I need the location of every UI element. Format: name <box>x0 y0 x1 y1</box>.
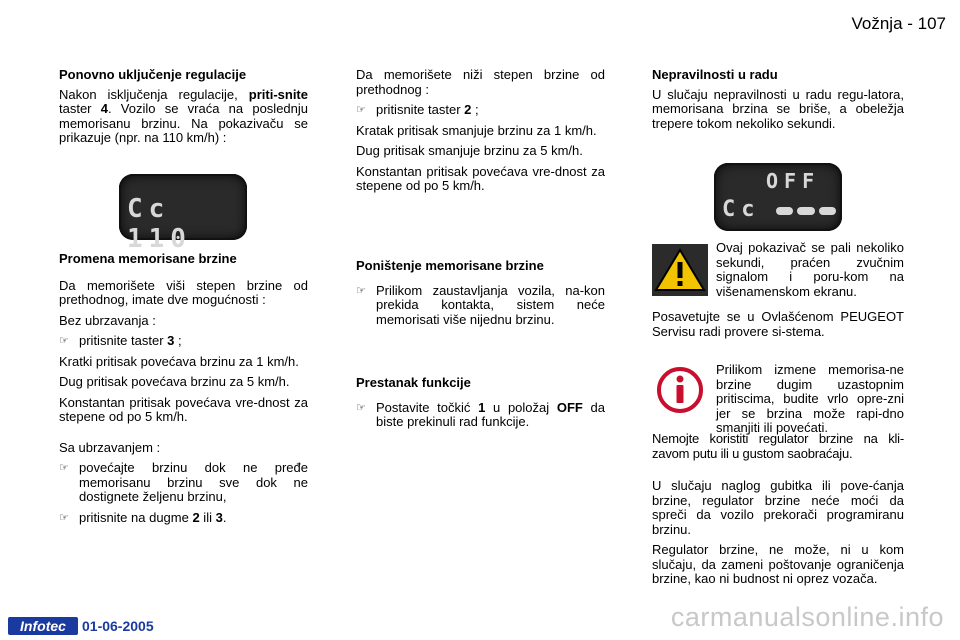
heading-cancel-memory: Poništenje memorisane brzine <box>356 258 544 273</box>
list-item: ☞ Postavite točkić 1 u položaj OFF da biste prekinuli rad funkcije. <box>356 399 605 429</box>
column-2-stop <box>356 376 605 436</box>
paragraph: Regulator brzine, ne može, ni u kom slučaju, da zameni poštovanje ograničenja brzine, kao ni budnost ni oprez vozača. <box>652 542 904 586</box>
list-item: ☞ Prilikom zaustavljanja vozila, na-kon prekida kontakta, sistem neće memorisati više nijednu brzinu. <box>356 282 605 327</box>
watermark: carmanualsonline.info <box>670 602 944 632</box>
column-2-cancel <box>356 259 605 333</box>
page-header: Vožnja - 107 <box>851 14 946 33</box>
paragraph: Dug pritisak smanjuje brzinu za 5 km/h. <box>356 143 583 158</box>
column-3-warning <box>716 241 904 305</box>
lcd-readout: Cc 110 <box>127 194 192 254</box>
list-item: ☞ pritisnite taster 2 ; <box>356 102 479 117</box>
paragraph: Da memorišete viši stepen brzine od prethodnog, imate dve mogućnosti : <box>59 277 308 307</box>
paragraph: Nemojte koristiti regulator brzine na kli-zavom putu ili u gustom saobraćaju. <box>652 431 904 461</box>
pointing-hand-icon: ☞ <box>356 284 366 297</box>
pointing-hand-icon: ☞ <box>59 462 69 474</box>
list-item: ☞ pritisnite na dugme 2 ili 3. <box>59 509 227 525</box>
paragraph: Konstantan pritisak povećava vre-dnost za stepene od po 5 km/h. <box>59 394 308 424</box>
pointing-hand-icon: ☞ <box>59 511 69 524</box>
column-3 <box>652 68 904 137</box>
lcd-off-readout: OFF <box>766 169 821 193</box>
column-3-info <box>716 363 904 442</box>
column-3-advice <box>652 310 904 345</box>
paragraph: Bez ubrzavanja : <box>59 312 156 328</box>
pointing-hand-icon: ☞ <box>59 335 69 347</box>
list-item: ☞ povećajte brzinu dok ne pređe memorisanu brzinu sve dok ne dostignete željenu brzinu, <box>59 460 308 504</box>
column-1 <box>59 68 308 152</box>
list-item: ☞ pritisnite taster 3 ; <box>59 333 182 348</box>
lcd-cc-readout: Cc <box>722 197 761 222</box>
footer-date: 01-06-2005 <box>82 618 154 634</box>
paragraph: Posavetujte se u Ovlašćenom PEUGEOT Servisu radi provere si-stema. <box>652 309 904 339</box>
paragraph: Da memorišete niži stepen brzine od prethodnog : <box>356 67 605 97</box>
paragraph: Konstantan pritisak povećava vre-dnost za stepene od po 5 km/h. <box>356 163 605 193</box>
warning-triangle-icon <box>652 244 708 296</box>
infotec-logo: Infotec <box>8 617 78 635</box>
paragraph: Prilikom izmene memorisa-ne brzine dugim uzastopnim pritiscima, budite vrlo opre-zni jer se brzina može rapi-dno smanjiti ili povećati. <box>716 362 904 435</box>
heading-malfunction: Nepravilnosti u radu <box>652 67 778 82</box>
heading-change-speed: Promena memorisane brzine <box>59 251 237 266</box>
pointing-hand-icon: ☞ <box>356 104 366 116</box>
speed-display-110 <box>119 174 247 254</box>
paragraph: U slučaju naglog gubitka ili pove-ćanja brzine, regulator brzine neće moći da spreči da vozilo prekorači programiranu brzinu. <box>652 478 904 537</box>
heading-reactivation: Ponovno uključenje regulacije <box>59 67 247 82</box>
lcd-dash-segments <box>776 207 836 215</box>
heading-stop-function: Prestanak funkcije <box>356 375 471 390</box>
paragraph: Kratak pritisak smanjuje brzinu za 1 km/h. <box>356 122 597 138</box>
paragraph: Ovaj pokazivač se pali nekoliko sekundi, praćen zvučnim signalom i poru-kom na višenamenskom ekranu. <box>716 240 904 299</box>
paragraph: Nakon isključenja regulacije, priti-snite taster 4. Vozilo se vraća na poslednju memorisanu brzinu. Na pokazivaču se prikazuje (npr. na 110 km/h) : <box>59 86 308 145</box>
paragraph: Sa ubrzavanjem : <box>59 439 161 455</box>
paragraph: Kratki pritisak povećava brzinu za 1 km/h. <box>59 353 299 369</box>
column-3-rest <box>652 432 904 593</box>
off-display <box>714 163 842 231</box>
column-2 <box>356 68 605 200</box>
pointing-hand-icon: ☞ <box>356 401 366 414</box>
paragraph: Dug pritisak povećava brzinu za 5 km/h. <box>59 374 290 389</box>
column-1-lower <box>59 252 308 531</box>
info-circle-icon <box>656 366 704 414</box>
paragraph: U slučaju nepravilnosti u radu regu-latora, memorisana brzina se briše, a obeležja trepere tokom nekoliko sekundi. <box>652 86 904 131</box>
